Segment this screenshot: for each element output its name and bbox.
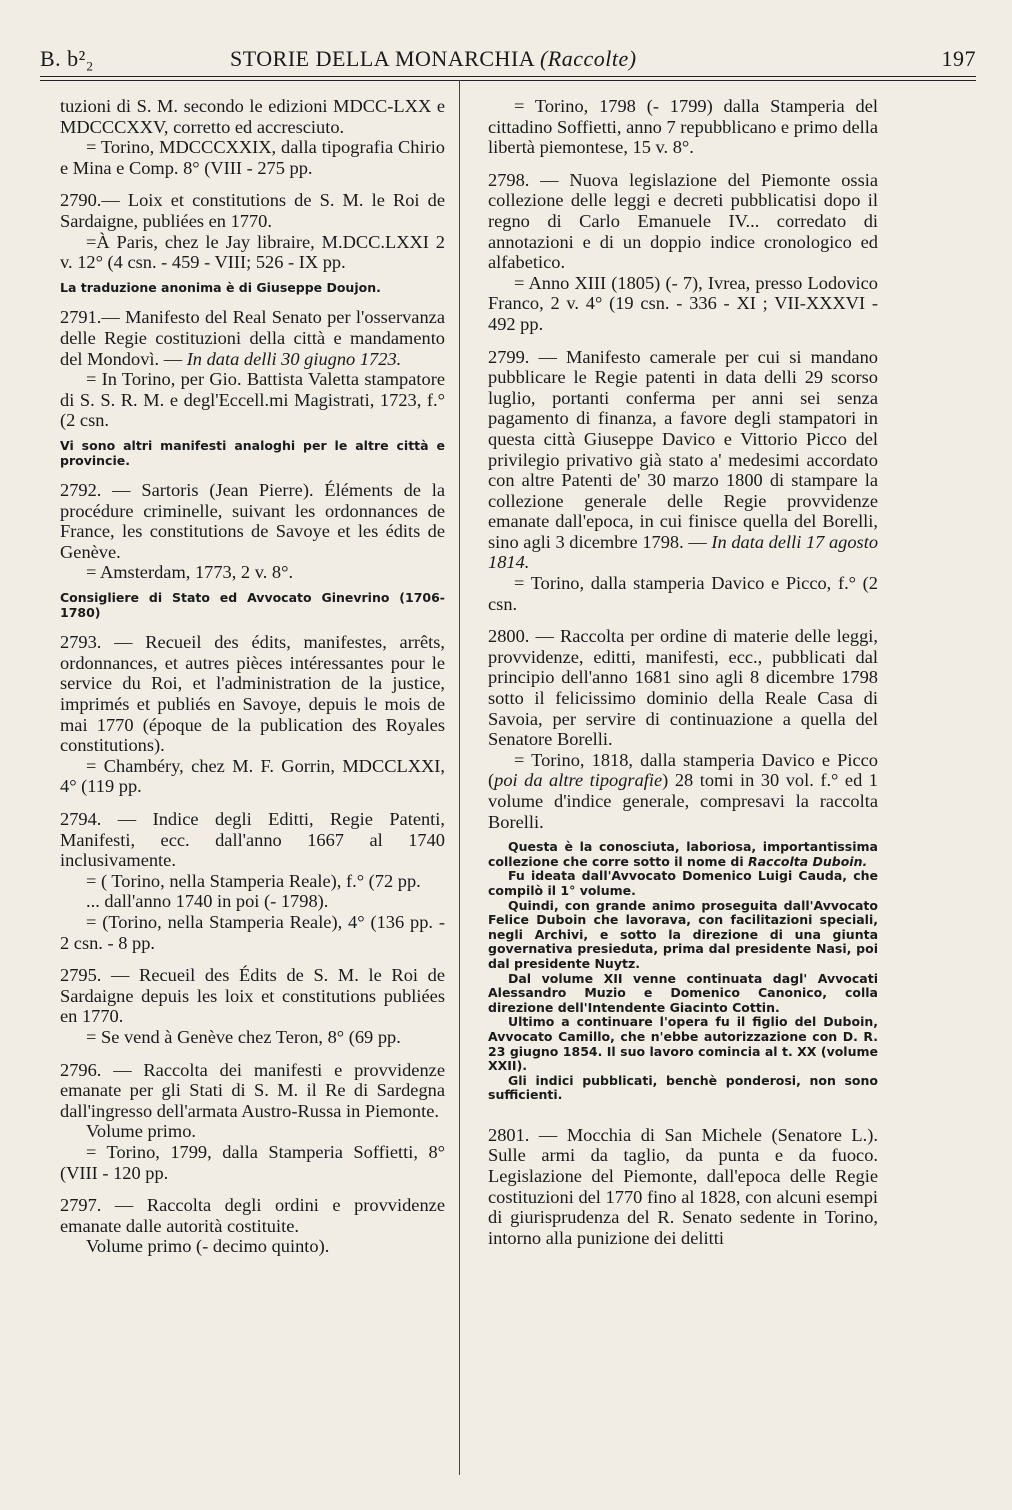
imprint-text: ) 28 tomi in 30 vol. f.° ed 1 volume d'indice generale, compresavi la raccolta Borelli.	[488, 770, 878, 832]
title-main: STORIE DELLA MONARCHIA	[230, 46, 540, 71]
imprint: = Chambéry, chez M. F. Gorrin, MDCCLXXI, 4° (119 pp.	[60, 755, 445, 797]
note: Consigliere di Stato ed Avvocato Ginevrino (1706-1780)	[60, 590, 445, 620]
imprint: = Torino, dalla stamperia Davico e Picco, f.° (2 csn.	[488, 573, 878, 614]
cont-text: tuzioni di S. M. secondo le edizioni MDCC-LXX e MDCCCXXV, corretto ed accresciuto.	[60, 96, 445, 137]
header-rule	[40, 76, 976, 77]
entry-2801: 2801. — Mocchia di San Michele (Senatore L.). Sulle armi da taglio, da punta e da fuoco. Legislazione del Piemonte, dall'epoca delle Regie costituzioni del 1770 fino al 1828, con alcuni esempi di giurisprudenza del R. Senato sedente in Torino, intorno alla punizione dei delitti	[488, 1124, 878, 1248]
note	[488, 840, 878, 869]
running-title	[230, 46, 637, 72]
imprint: = Torino, MDCCCXXIX, dalla tipografia Chirio e Mina e Comp. 8° (VIII - 275 pp.	[60, 137, 445, 178]
imprint: = Torino, 1799, dalla Stamperia Soffietti, 8° (VIII - 120 pp.	[60, 1141, 445, 1183]
entry-2799	[488, 347, 878, 574]
entry-2800: 2800. — Raccolta per ordine di materie delle leggi, provvidenze, editti, manifesti, ecc., pubblicati dal principio dell'anno 1681 sino agli 8 dicembre 1798 sotto il felicissimo dominio della Reale Casa di Savoia, per servire di continuazione a quella del Senatore Borelli.	[488, 626, 878, 750]
note: La traduzione anonima è di Giuseppe Doujon.	[60, 279, 381, 295]
imprint: = (Torino, nella Stamperia Reale), 4° (136 pp. - 2 csn. - 8 pp.	[60, 911, 445, 953]
entry-2793: 2793. — Recueil des édits, manifestes, arrêts, ordonnances, et autres pièces intéressantes pour le service du Roi, et l'administration de la justice, imprimés et publiés en Savoye, depuis le mois de mai 1770 (époque de la publication des Royales constitutions).	[60, 632, 445, 756]
imprint: ... dall'anno 1740 in poi (- 1798).	[86, 891, 329, 912]
volume-note: Volume primo (- decimo quinto).	[86, 1236, 330, 1257]
entry-text: 2791.— Manifesto del Real Senato per l'osservanza delle Regie costituzioni della città e mandamento del Mondovì. —	[60, 307, 445, 369]
entry-2797: 2797. — Raccolta degli ordini e provvidenze emanate dalle autorità costituite.	[60, 1195, 445, 1236]
entry-2792: 2792. — Sartoris (Jean Pierre). Éléments de la procédure criminelle, suivant les ordonnances de France, les constitutions de Savoye et les édits de Genève.	[60, 480, 445, 562]
volume-note: Volume primo.	[86, 1121, 197, 1142]
entry-2794: 2794. — Indice degli Editti, Regie Patenti, Manifesti, ecc. dall'anno 1667 al 1740 inclusivamente.	[60, 809, 445, 871]
note: Ultimo a continuare l'opera fu il figlio del Duboin, Avvocato Camillo, che n'ebbe autorizzazione con D. R. 23 giugno 1854. Il suo lavoro comincia al t. XX (volume XXII).	[488, 1014, 878, 1074]
imprint-text: = Torino, 1818, dalla stamperia Davico e Picco (	[488, 749, 878, 791]
imprint: = Se vend à Genève chez Teron, 8° (69 pp.	[86, 1026, 401, 1047]
note: Fu ideata dall'Avvocato Domenico Luigi Cauda, che compilò il 1° volume.	[488, 868, 878, 898]
note: Quindi, con grande animo proseguita dall'Avvocato Felice Duboin che lavorava, con facilitazioni speciali, negli Archivi, e sotto la direzione di una giunta governativa presieduta, prima dal presidente Nasi, poi dal presidente Nuytz.	[488, 897, 878, 971]
left-column	[60, 96, 445, 1257]
note: Gli indici pubblicati, benchè ponderosi, non sono sufficienti.	[488, 1072, 878, 1103]
column-divider	[459, 80, 460, 1475]
imprint: = Torino, 1798 (- 1799) dalla Stamperia del cittadino Soffietti, anno 7 repubblicano e primo della libertà piemontese, 15 v. 8°.	[488, 96, 878, 158]
entry-2798: 2798. — Nuova legislazione del Piemonte ossia collezione delle leggi e decreti pubblicatisi dopo il regno di Carlo Emanuele IV... corredato di annotazioni e di un doppio indice cronologico ed alfabetico.	[488, 169, 878, 273]
note: Dal volume XII venne continuata dagl' Avvocati Alessandro Muzio e Domenico Canonico, colla direzione dell'Intendente Giacinto Cottin.	[488, 970, 878, 1015]
page-number: 197	[941, 46, 976, 71]
signature-mark: B. b²₂	[40, 46, 94, 71]
page-header	[40, 36, 976, 72]
entry-2791	[60, 307, 445, 369]
imprint: = ( Torino, nella Stamperia Reale), f.° (72 pp.	[86, 870, 421, 891]
note-italic: Raccolta Duboin.	[747, 853, 868, 869]
imprint	[488, 750, 878, 832]
note-text: Questa è la conosciuta, laboriosa, importantissima collezione che corre sotto il nome di	[488, 839, 878, 869]
note: Vi sono altri manifesti analoghi per le altre città e provincie.	[60, 437, 445, 468]
entry-2796: 2796. — Raccolta dei manifesti e provvidenze emanate per gli Stati di S. M. il Re di Sardegna dall'ingresso dell'armata Austro-Russa in Piemonte.	[60, 1059, 445, 1121]
imprint: = In Torino, per Gio. Battista Valetta stampatore di S. S. R. M. e degl'Eccell.mi Magistrati, 1723, f.° (2 csn.	[60, 369, 445, 431]
imprint: = Anno XIII (1805) (- 7), Ivrea, presso Lodovico Franco, 2 v. 4° (19 csn. - 336 - XI ; VII-XXXVI - 492 pp.	[488, 272, 878, 334]
imprint: = Amsterdam, 1773, 2 v. 8°.	[86, 562, 294, 583]
entry-italic: In data delli 30 giugno 1723.	[186, 348, 402, 369]
header-rule-2	[40, 80, 976, 81]
entry-2790: 2790.— Loix et constitutions de S. M. le Roi de Sardaigne, publiées en 1770.	[60, 190, 445, 231]
entry-italic: In data delli 17 agosto 1814.	[488, 531, 879, 573]
title-italic: (Raccolte)	[539, 46, 637, 71]
right-column	[488, 96, 878, 1248]
entry-2795: 2795. — Recueil des Édits de S. M. le Roi de Sardaigne depuis les loix et constitutions publiées en 1770.	[60, 965, 445, 1027]
imprint: =À Paris, chez le Jay libraire, M.DCC.LXXI 2 v. 12° (4 csn. - 459 - VIII; 526 - IX pp.	[60, 231, 445, 273]
entry-text: 2799. — Manifesto camerale per cui si mandano pubblicare le Regie patenti in data delli 29 scorso luglio, portanti conferma per anni sei senza pagamento di finanza, a favore degli stampatori in questa città Giuseppe Davico e Vittorio Picco del privilegio privativo già stato a' medesimi accordato con altre Patenti de' 30 marzo 1800 di stampare la collezione generale delle Regie provvidenze emanate dall'epoca, in cui finisce quella del Borelli, sino agli 3 dicembre 1798. —	[488, 346, 878, 552]
imprint-italic: poi da altre tipografie	[494, 770, 663, 791]
